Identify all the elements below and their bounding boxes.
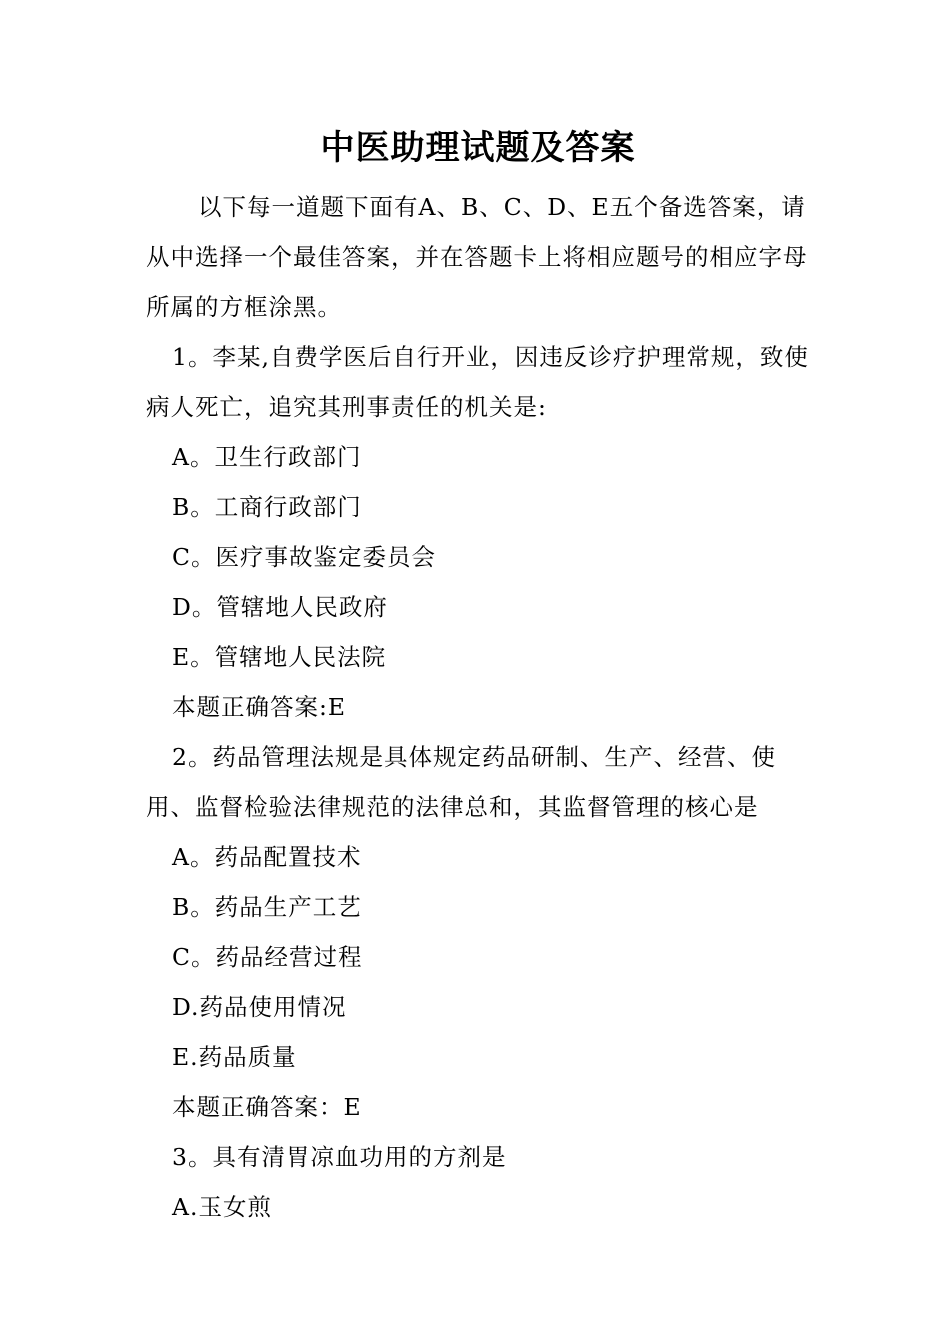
document-title: 中医助理试题及答案 (320, 128, 636, 168)
option-d: D.药品使用情况 (172, 993, 347, 1021)
option-b: B。工商行政部门 (172, 493, 362, 521)
option-b: B。药品生产工艺 (172, 893, 362, 921)
option-c: C。医疗事故鉴定委员会 (172, 543, 436, 571)
question-stem: 2。药品管理法规是具体规定药品研制、生产、经营、使用、监督检验法律规范的法律总和，其监督管理的核心是 (146, 743, 776, 821)
option-a: A。卫生行政部门 (172, 443, 362, 471)
correct-answer: 本题正确答案:E (172, 693, 347, 721)
question-3 (146, 1132, 810, 1232)
document-page (146, 120, 810, 1232)
option-a: A。药品配置技术 (172, 843, 362, 871)
option-d: D。管辖地人民政府 (172, 593, 388, 621)
option-a: A.玉女煎 (172, 1193, 272, 1221)
option-c: C。药品经营过程 (172, 943, 363, 971)
instructions-paragraph: 以下每一道题下面有A、B、C、D、E五个备选答案，请从中选择一个最佳答案，并在答题卡上将相应题号的相应字母所属的方框涂黑。 (146, 193, 808, 321)
correct-answer: 本题正确答案：E (172, 1093, 362, 1121)
option-e: E.药品质量 (172, 1043, 297, 1071)
question-stem: 3。具有清胃凉血功用的方剂是 (172, 1143, 507, 1171)
option-e: E。管辖地人民法院 (172, 643, 387, 671)
question-stem: 1。李某,自费学医后自行开业，因违反诊疗护理常规，致使病人死亡，追究其刑事责任的机关是: (146, 343, 809, 421)
question-1 (146, 332, 810, 732)
question-2 (146, 732, 810, 1132)
